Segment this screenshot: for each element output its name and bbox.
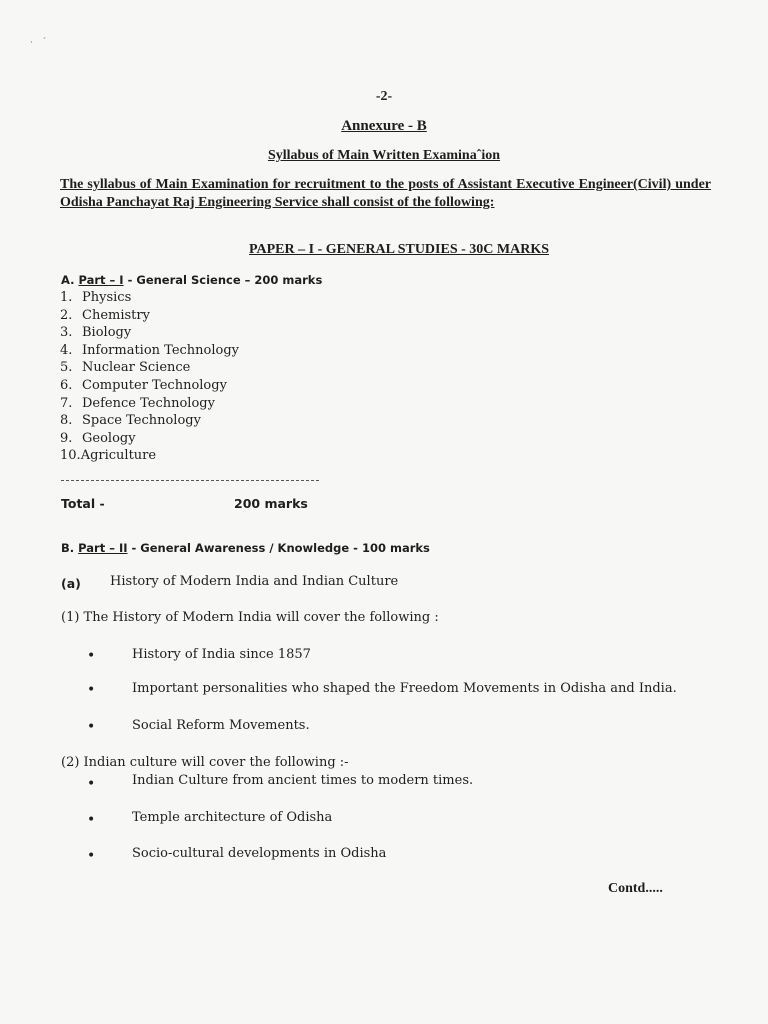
list-item: 1. Physics <box>60 290 132 305</box>
bullet-icon: • <box>87 648 96 664</box>
bullet-icon: • <box>87 719 96 735</box>
bullet-item: Temple architecture of Odisha <box>132 810 333 825</box>
list-item: 7. Defence Technology <box>60 395 215 411</box>
bullet-item: Social Reform Movements. <box>132 718 310 733</box>
list-item: 3. Biology <box>60 325 132 341</box>
bullet-item: Indian Culture from ancient times to modern times. <box>132 773 474 788</box>
paper-title: PAPER – I - GENERAL STUDIES - 30C MARKS <box>249 242 549 257</box>
part-2-label: Part – II <box>78 541 128 555</box>
bullet-icon: • <box>87 776 96 792</box>
bullet-icon: • <box>87 682 96 698</box>
section-a-label: (a) <box>61 576 81 591</box>
part-1-heading <box>61 273 322 287</box>
list-item: 8. Space Technology <box>60 413 201 429</box>
bullet-icon: • <box>87 812 96 828</box>
section-a-title: History of Modern India and Indian Culture <box>110 574 399 589</box>
intro-paragraph: The syllabus of Main Examination for recruitment to the posts of Assistant Executive Engineer(Civil) under Odisha Panchayat Raj Engineering Service shall consist of the following: <box>60 177 711 210</box>
list-item: 6. Computer Technology <box>60 377 227 393</box>
part-1-letter: A. <box>61 273 75 287</box>
scan-specks: · ´ <box>30 38 50 48</box>
bullet-item: Important personalities who shaped the Freedom Movements in Odisha and India. <box>132 681 677 696</box>
list-item: 10.Agriculture <box>60 448 157 464</box>
subsection-1-heading: (1) The History of Modern India will cover the following : <box>61 610 439 625</box>
part-2-heading <box>61 541 430 555</box>
list-item: 4. Information Technology <box>60 342 240 358</box>
part-2-letter: B. <box>61 541 75 555</box>
annexure-heading: Annexure - B <box>341 118 427 134</box>
dashed-divider <box>61 480 319 481</box>
bullet-icon: • <box>87 848 96 864</box>
part-1-label: Part – I <box>78 273 124 287</box>
general-science-list <box>60 289 239 465</box>
continued-marker: Contd..... <box>608 881 663 896</box>
list-item: 9. Geology <box>60 430 136 446</box>
part-2-title: - General Awareness / Knowledge - 100 marks <box>127 541 430 555</box>
list-item: 2. Chemistry <box>60 307 150 323</box>
list-item: 5. Nuclear Science <box>60 360 191 376</box>
part-1-title: - General Science – 200 marks <box>123 273 323 287</box>
page-number: -2- <box>375 89 393 104</box>
total-marks: 200 marks <box>234 496 308 511</box>
bullet-item: Socio-cultural developments in Odisha <box>132 846 387 861</box>
bullet-item: History of India since 1857 <box>132 647 311 662</box>
subsection-2-heading: (2) Indian culture will cover the following :- <box>61 755 349 770</box>
total-label: Total - <box>61 496 105 511</box>
syllabus-title: Syllabus of Main Written Examinaˆion <box>267 148 501 163</box>
